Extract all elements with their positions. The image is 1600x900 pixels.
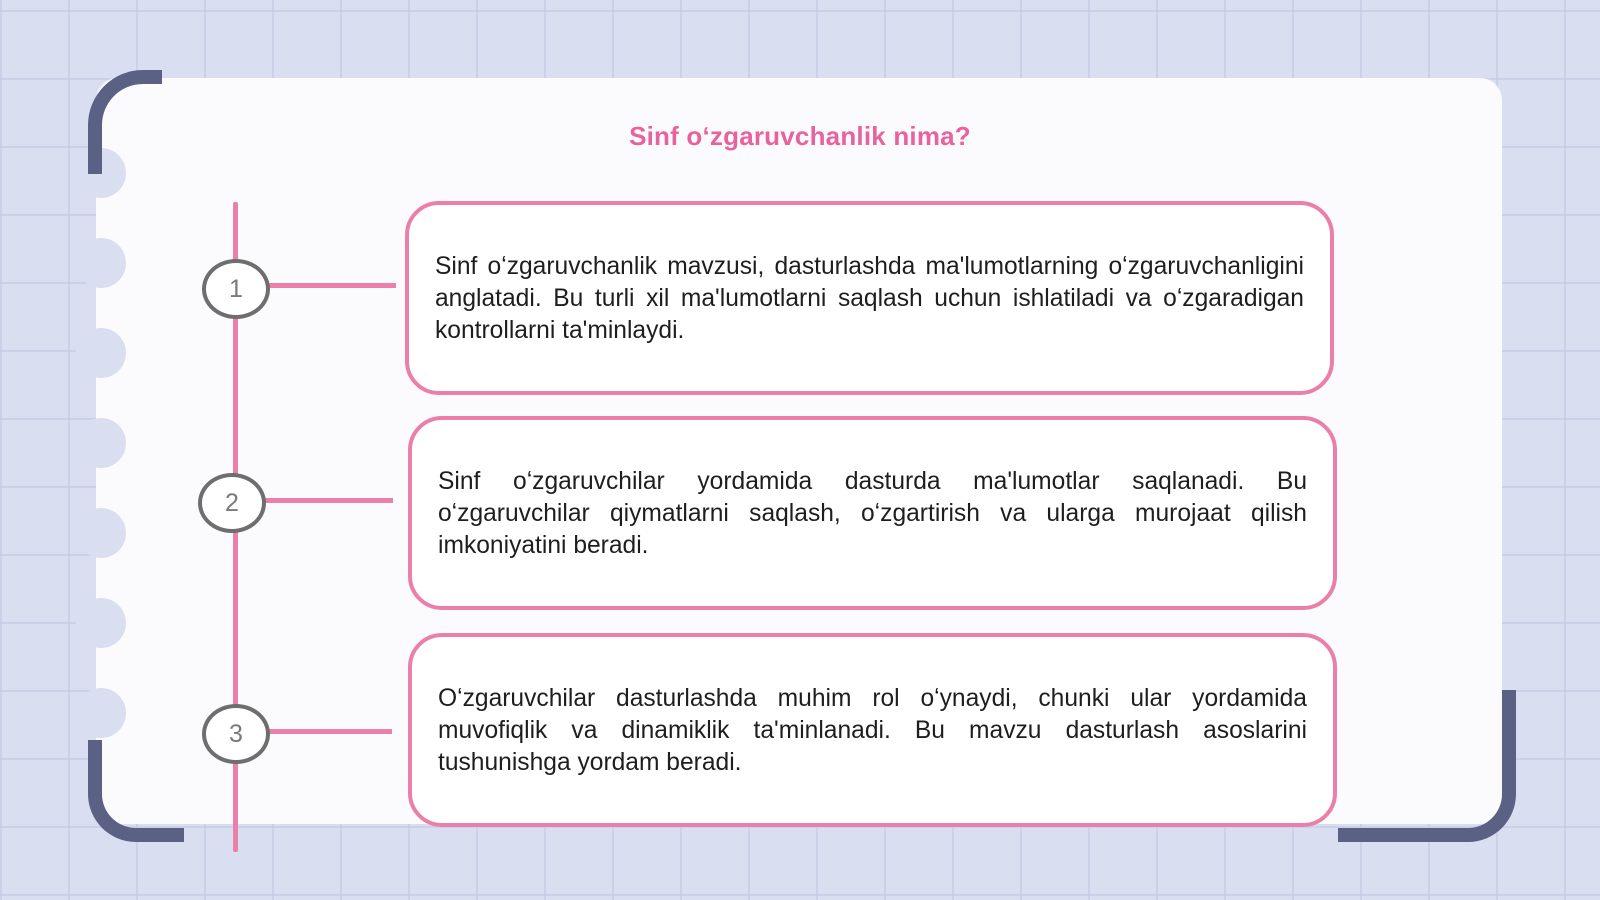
frame-corner-bottom-left xyxy=(88,740,184,842)
step-number-2: 2 xyxy=(198,473,266,533)
card-edge-scallop xyxy=(76,328,126,378)
slide-title: Sinf oʻzgaruvchanlik nima? xyxy=(629,121,971,151)
timeline-connector-3 xyxy=(266,729,392,734)
card-edge-scallop xyxy=(76,418,126,468)
info-box-3 xyxy=(408,633,1337,827)
timeline-connector-1 xyxy=(266,283,396,288)
card-edge-scallop xyxy=(76,508,126,558)
info-text-1: Sinf oʻzgaruvchanlik mavzusi, dasturlashda ma'lumotlarning oʻzgaruvchanligini anglatadi. Bu turli xil ma'lumotlarni saqlash uchun ishlatiladi va oʻzgaradigan kontrollarni ta'minlaydi. xyxy=(435,253,1304,344)
info-text-2: Sinf oʻzgaruvchilar yordamida dasturda ma'lumotlar saqlanadi. Bu oʻzgaruvchilar qiymatlarni saqlash, oʻzgartirish va ularga murojaat qilish imkoniyatini beradi. xyxy=(438,468,1307,559)
frame-corner-bottom-right xyxy=(1338,690,1516,842)
frame-corner-top-left xyxy=(88,70,162,174)
card-edge-scallop xyxy=(76,598,126,648)
info-box-1 xyxy=(405,201,1334,395)
step-number-3: 3 xyxy=(202,704,270,764)
step-number-1: 1 xyxy=(202,259,270,319)
timeline-connector-2 xyxy=(263,498,393,503)
card-edge-scallop xyxy=(76,238,126,288)
card-edge-scallop xyxy=(76,688,126,738)
info-box-2 xyxy=(408,416,1337,610)
info-text-3: Oʻzgaruvchilar dasturlashda muhim rol oʻynaydi, chunki ular yordamida muvofiqlik va dinamiklik ta'minlanadi. Bu mavzu dasturlash asoslarini tushunishga yordam beradi. xyxy=(438,685,1307,776)
